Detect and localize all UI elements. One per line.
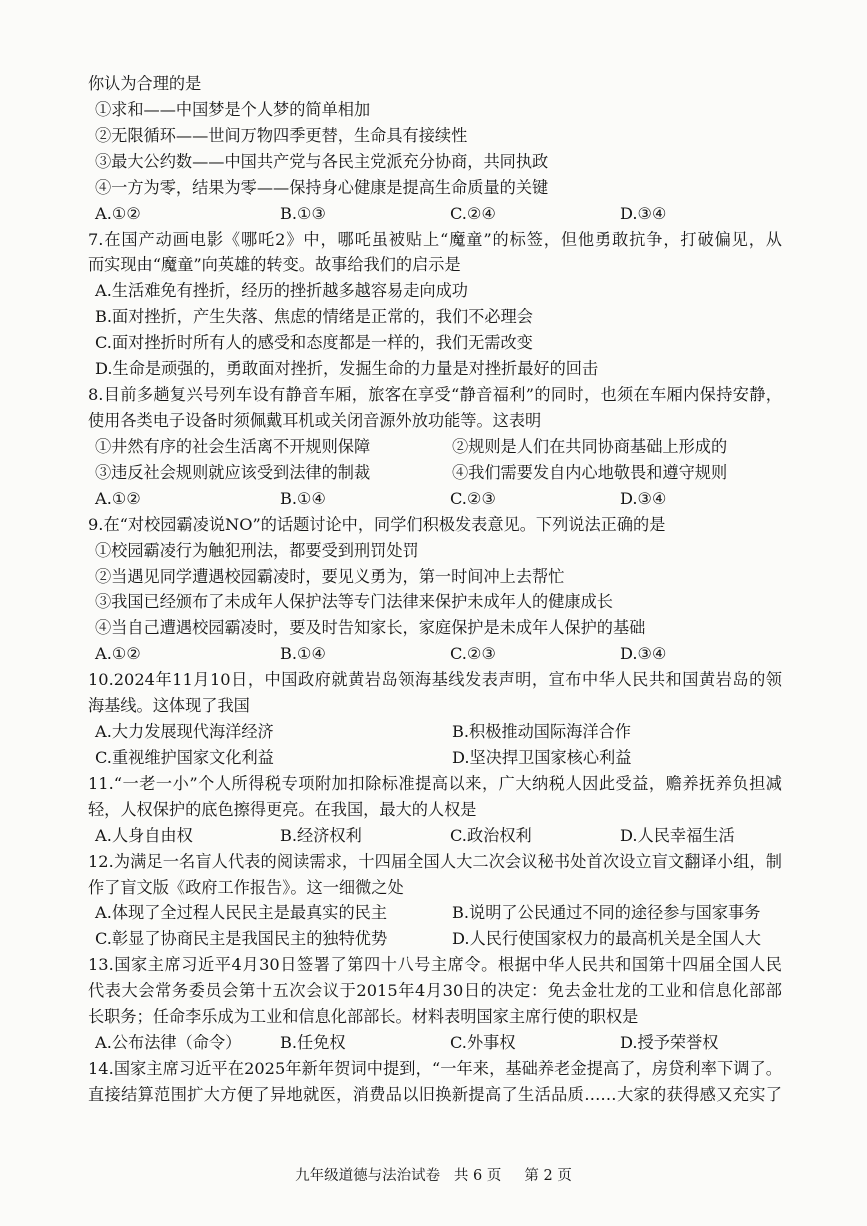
answer-option: A.①② — [95, 644, 141, 664]
answer-options-row — [0, 486, 867, 512]
answer-options-row — [0, 745, 867, 771]
answer-option: ③违反社会规则就应该受到法律的制裁 — [95, 462, 371, 482]
answer-options-row — [0, 641, 867, 667]
answer-option: A.①② — [95, 488, 141, 508]
answer-option: D.坚决捍卫国家核心利益 — [452, 747, 632, 767]
answer-option: D.授予荣誉权 — [620, 1033, 719, 1052]
statement-line: ②当遇见同学遭遇校园霸凌时，要见义勇为，第一时间冲上去帮忙 — [95, 566, 565, 586]
statement-line: B.面对挫折，产生失落、焦虑的情绪是正常的，我们不必理会 — [95, 307, 533, 327]
answer-option: A.大力发展现代海洋经济 — [95, 722, 274, 741]
answer-option: B.①④ — [280, 644, 327, 664]
answer-options-row — [0, 1030, 867, 1056]
answer-option: D.③④ — [620, 488, 667, 508]
answer-options-row — [0, 460, 867, 486]
statement-line: ③我国已经颁布了未成年人保护法等专门法律来保护未成年人的健康成长 — [95, 592, 613, 612]
answer-option: C.②③ — [450, 644, 496, 664]
answer-options-row — [0, 434, 867, 460]
question-line: 作了盲文版《政府工作报告》。这一细微之处 — [88, 877, 404, 897]
statement-line: A.生活难免有挫折，经历的挫折越多越容易走向成功 — [95, 281, 468, 301]
question-line: 轻，人权保护的底色擦得更亮。在我国，最大的人权是 — [88, 799, 477, 819]
statement-line: ④一方为零，结果为零——保持身心健康是提高生命质量的关键 — [95, 177, 549, 197]
answer-option: C.②③ — [450, 488, 496, 508]
question-line: 14.国家主席习近平在2025年新年贺词中提到，“一年来，基础养老金提高了，房贷利率下调了。 — [88, 1059, 782, 1078]
statement-line: C.面对挫折时所有人的感受和态度都是一样的，我们无需改变 — [95, 333, 533, 353]
answer-option: D.③④ — [620, 203, 667, 223]
answer-options-row — [0, 719, 867, 745]
question-line: 你认为合理的是 — [88, 74, 202, 93]
question-line: 而实现由“魔童”向英雄的转变。故事给我们的启示是 — [88, 255, 461, 275]
statement-line: D.生命是顽强的，勇敢面对挫折，发掘生命的力量是对挫折最好的回击 — [95, 359, 599, 379]
statement-line: ①求和——中国梦是个人梦的简单相加 — [95, 99, 371, 119]
answer-option: ④我们需要发自内心地敬畏和遵守规则 — [452, 462, 728, 482]
answer-option: A.公布法律（命令） — [95, 1033, 242, 1052]
answer-options-row — [0, 201, 867, 227]
answer-option: D.③④ — [620, 644, 667, 664]
question-line: 海基线。这体现了我国 — [88, 696, 250, 716]
answer-option: B.说明了公民通过不同的途径参与国家事务 — [452, 903, 761, 923]
answer-option: C.②④ — [450, 203, 496, 223]
answer-options-row — [0, 900, 867, 926]
answer-option: A.①② — [95, 203, 141, 223]
statement-line: ②无限循环——世间万物四季更替，生命具有接续性 — [95, 125, 468, 145]
question-line: 代表大会常务委员会第十五次会议于2015年4月30日的决定：免去金壮龙的工业和信息化部部 — [88, 981, 782, 1001]
answer-option: B.①④ — [280, 488, 327, 508]
question-line: 8.目前多趟复兴号列车设有静音车厢，旅客在享受“静音福利”的同时，也须在车厢内保持安静， — [88, 385, 782, 404]
answer-options-row — [0, 823, 867, 849]
answer-option: B.经济权利 — [280, 825, 362, 845]
answer-option: ②规则是人们在共同协商基础上形成的 — [452, 436, 728, 456]
statement-line: ④当自己遭遇校园霸凌时，要及时告知家长，家庭保护是未成年人保护的基础 — [95, 618, 646, 638]
answer-option: C.彰显了协商民主是我国民主的独特优势 — [95, 929, 388, 949]
answer-option: ①井然有序的社会生活离不开规则保障 — [95, 436, 371, 456]
question-line: 9.在“对校园霸凌说NO”的话题讨论中，同学们积极发表意见。下列说法正确的是 — [88, 514, 666, 534]
question-line: 7.在国产动画电影《哪吒2》中，哪吒虽被贴上“魔童”的标签，但他勇敢抗争，打破偏见，从 — [88, 229, 782, 249]
question-line: 直接结算范围扩大方便了异地就医，消费品以旧换新提高了生活品质……大家的获得感又充实了 — [88, 1084, 782, 1104]
answer-option: B.①③ — [280, 203, 327, 223]
answer-option: B.积极推动国际海洋合作 — [452, 722, 631, 741]
page-footer: 九年级道德与法治试卷 共 6 页 第 2 页 — [295, 1168, 572, 1184]
statement-line: ①校园霸凌行为触犯刑法，都要受到刑罚处罚 — [95, 540, 419, 560]
answer-option: D.人民幸福生活 — [620, 825, 735, 845]
question-line: 使用各类电子设备时须佩戴耳机或关闭音源外放功能等。这表明 — [88, 411, 542, 430]
question-line: 11.“一老一小”个人所得税专项附加扣除标准提高以来，广大纳税人因此受益，赡养抚养负担减 — [88, 773, 782, 793]
question-line: 12.为满足一名盲人代表的阅读需求，十四届全国人大二次会议秘书处首次设立盲文翻译小组，制 — [88, 851, 782, 871]
question-line: 10.2024年11月10日，中国政府就黄岩岛领海基线发表声明，宣布中华人民共和国黄岩岛的领 — [88, 670, 782, 690]
answer-option: B.任免权 — [280, 1033, 346, 1052]
answer-options-row — [0, 926, 867, 952]
answer-option: D.人民行使国家权力的最高机关是全国人大 — [452, 929, 761, 949]
answer-option: C.重视维护国家文化利益 — [95, 747, 274, 767]
answer-option: C.政治权利 — [450, 825, 532, 845]
answer-option: A.体现了全过程人民民主是最真实的民主 — [95, 903, 388, 923]
answer-option: A.人身自由权 — [95, 825, 193, 845]
question-line: 13.国家主席习近平4月30日签署了第四十八号主席令。根据中华人民共和国第十四届全国人民 — [88, 955, 782, 975]
answer-option: C.外事权 — [450, 1033, 516, 1052]
statement-line: ③最大公约数——中国共产党与各民主党派充分协商，共同执政 — [95, 151, 549, 171]
question-line: 长职务；任命李乐成为工业和信息化部部长。材料表明国家主席行使的职权是 — [88, 1007, 639, 1027]
